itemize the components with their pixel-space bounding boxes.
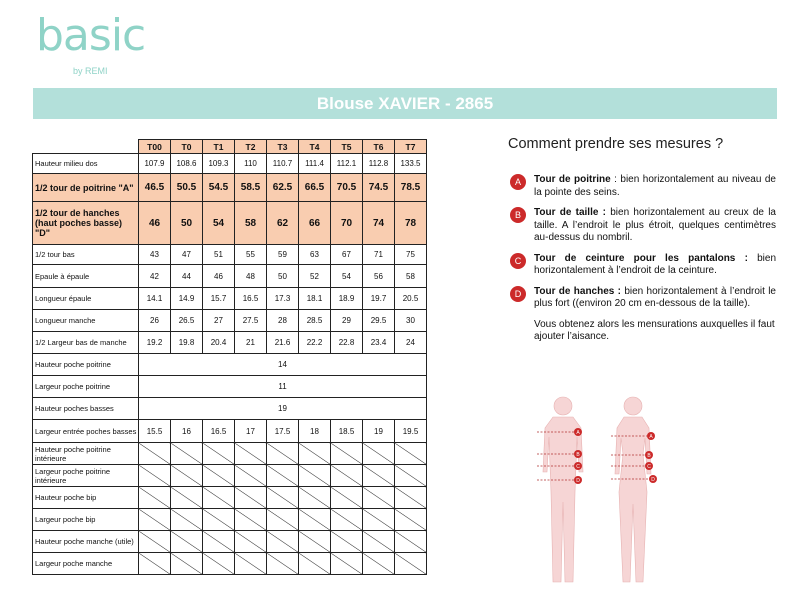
size-header-t7: T7 (395, 140, 427, 154)
table-cell: 18.9 (331, 288, 363, 310)
table-cell-empty (235, 553, 267, 575)
table-cell-empty (299, 509, 331, 531)
table-cell: 112.1 (331, 154, 363, 174)
row-label: Hauteur poche poitrine intérieure (33, 443, 139, 465)
table-cell: 62.5 (267, 174, 299, 202)
table-cell: 42 (139, 265, 171, 288)
row-label: Hauteur poche bip (33, 487, 139, 509)
letter-badge: C (510, 253, 526, 269)
table-cell-empty (267, 509, 299, 531)
table-cell: 15.5 (139, 420, 171, 443)
table-cell-empty (235, 487, 267, 509)
table-cell-empty (363, 553, 395, 575)
table-cell: 110 (235, 154, 267, 174)
table-cell: 19.5 (395, 420, 427, 443)
table-cell: 58 (235, 202, 267, 245)
table-cell-empty (139, 443, 171, 465)
letter-badge: B (510, 207, 526, 223)
table-cell: 50 (171, 202, 203, 245)
table-row (33, 487, 427, 509)
table-cell: 46 (139, 202, 171, 245)
measure-item (508, 174, 776, 199)
table-cell: 29.5 (363, 310, 395, 332)
table-cell: 58 (395, 265, 427, 288)
table-cell-empty (139, 487, 171, 509)
measure-term: Tour de taille : (534, 207, 606, 218)
table-cell: 108.6 (171, 154, 203, 174)
table-cell: 78.5 (395, 174, 427, 202)
table-cell-empty (171, 443, 203, 465)
svg-text:D: D (576, 478, 580, 484)
table-row (33, 174, 427, 202)
table-cell: 44 (171, 265, 203, 288)
man-body (543, 417, 583, 582)
brand-name: basic (36, 10, 146, 61)
row-label: Largeur entrée poches basses (33, 420, 139, 443)
brand-sub: by REMI (73, 66, 108, 76)
table-cell-empty (331, 443, 363, 465)
table-cell-merged: 14 (139, 354, 427, 376)
header-corner (33, 140, 139, 154)
figure-badge-a (647, 432, 655, 440)
table-cell-empty (203, 443, 235, 465)
svg-text:A: A (649, 434, 653, 440)
table-cell: 18.1 (299, 288, 331, 310)
measure-item (508, 207, 776, 245)
table-cell-empty (235, 531, 267, 553)
table-cell-empty (235, 509, 267, 531)
size-header-t5: T5 (331, 140, 363, 154)
measure-guide-note: Vous obtenez alors les mensurations auxquelles il faut ajouter l’aisance. (534, 318, 775, 342)
page-title: Blouse XAVIER - 2865 (316, 93, 494, 113)
table-cell: 18.5 (331, 420, 363, 443)
figure-badge-d (649, 475, 657, 483)
table-cell-empty (363, 443, 395, 465)
table-cell-empty (363, 531, 395, 553)
table-cell: 18 (299, 420, 331, 443)
table-cell: 58.5 (235, 174, 267, 202)
size-chart-table (32, 139, 427, 575)
table-cell-merged: 11 (139, 376, 427, 398)
row-label: Largeur poche bip (33, 509, 139, 531)
table-cell: 16.5 (235, 288, 267, 310)
table-cell: 63 (299, 245, 331, 265)
table-cell: 54 (331, 265, 363, 288)
table-row (33, 443, 427, 465)
table-cell-empty (363, 487, 395, 509)
table-cell-empty (331, 531, 363, 553)
row-label: Largeur poche poitrine intérieure (33, 465, 139, 487)
table-cell: 75 (395, 245, 427, 265)
table-cell-empty (395, 531, 427, 553)
letter-badge: A (510, 174, 526, 190)
table-cell-empty (139, 531, 171, 553)
table-cell-empty (331, 553, 363, 575)
letter-badge: D (510, 286, 526, 302)
table-cell: 20.5 (395, 288, 427, 310)
measure-term: Tour de poitrine (534, 174, 611, 185)
table-cell-empty (139, 553, 171, 575)
measure-text: : bien horizontalement au niveau de la pointe des seins. (534, 174, 776, 198)
table-cell-empty (171, 509, 203, 531)
table-cell: 56 (363, 265, 395, 288)
table-cell: 16 (171, 420, 203, 443)
svg-text:D: D (651, 477, 655, 483)
table-cell-empty (235, 443, 267, 465)
table-cell: 16.5 (203, 420, 235, 443)
measure-item (508, 286, 776, 311)
table-cell-empty (331, 465, 363, 487)
row-label: Hauteur milieu dos (33, 154, 139, 174)
table-cell: 107.9 (139, 154, 171, 174)
table-cell: 74 (363, 202, 395, 245)
table-cell: 54.5 (203, 174, 235, 202)
row-label: Hauteur poche poitrine (33, 354, 139, 376)
table-cell-empty (395, 509, 427, 531)
table-cell-empty (363, 465, 395, 487)
table-cell-merged: 19 (139, 398, 427, 420)
table-row (33, 202, 427, 245)
table-cell-empty (235, 465, 267, 487)
size-header-t1: T1 (203, 140, 235, 154)
table-cell: 71 (363, 245, 395, 265)
table-cell: 21 (235, 332, 267, 354)
table-cell-empty (267, 531, 299, 553)
table-cell-empty (395, 487, 427, 509)
table-cell: 52 (299, 265, 331, 288)
svg-text:B: B (576, 452, 580, 458)
table-cell: 17.5 (267, 420, 299, 443)
table-cell-empty (299, 531, 331, 553)
table-cell: 59 (267, 245, 299, 265)
table-cell: 24 (395, 332, 427, 354)
table-cell: 66 (299, 202, 331, 245)
table-cell-empty (171, 487, 203, 509)
table-cell: 19.2 (139, 332, 171, 354)
table-cell: 70.5 (331, 174, 363, 202)
svg-text:B: B (647, 453, 651, 459)
row-label: Longueur épaule (33, 288, 139, 310)
table-cell-empty (395, 553, 427, 575)
figure-badge-a (574, 428, 582, 436)
figure-badge-b (574, 450, 582, 458)
table-cell-empty (139, 465, 171, 487)
table-cell: 20.4 (203, 332, 235, 354)
table-cell: 26.5 (171, 310, 203, 332)
body-figures-illustration (525, 392, 685, 592)
woman-head (624, 397, 642, 415)
woman-body (615, 417, 651, 582)
row-label: Epaule à épaule (33, 265, 139, 288)
figure-badge-c (574, 462, 582, 470)
table-cell-empty (203, 531, 235, 553)
measure-term: Tour de hanches : (534, 285, 621, 297)
table-row (33, 531, 427, 553)
row-label: 1/2 tour de poitrine "A" (33, 174, 139, 202)
table-cell: 15.7 (203, 288, 235, 310)
table-cell: 51 (203, 245, 235, 265)
table-row (33, 376, 427, 398)
table-cell-empty (331, 509, 363, 531)
figure-badge-b (645, 451, 653, 459)
svg-text:C: C (576, 464, 580, 470)
table-row (33, 553, 427, 575)
table-cell-empty (395, 465, 427, 487)
table-cell-empty (203, 487, 235, 509)
table-cell: 14.1 (139, 288, 171, 310)
table-row (33, 332, 427, 354)
table-cell-empty (331, 487, 363, 509)
man-head (554, 397, 572, 415)
table-row (33, 465, 427, 487)
table-row (33, 420, 427, 443)
table-cell: 27 (203, 310, 235, 332)
table-cell: 28 (267, 310, 299, 332)
table-cell: 74.5 (363, 174, 395, 202)
measure-term: Tour de ceinture pour les pantalons : (534, 252, 748, 264)
table-cell-empty (299, 443, 331, 465)
table-cell: 27.5 (235, 310, 267, 332)
measure-item (508, 253, 776, 278)
measure-guide-title: Comment prendre ses mesures ? (508, 136, 724, 152)
table-cell: 29 (331, 310, 363, 332)
table-cell: 70 (331, 202, 363, 245)
table-cell-empty (299, 553, 331, 575)
table-cell-empty (171, 531, 203, 553)
table-cell-empty (267, 487, 299, 509)
table-cell: 67 (331, 245, 363, 265)
row-label: Hauteur poches basses (33, 398, 139, 420)
table-cell: 14.9 (171, 288, 203, 310)
measure-guide (508, 136, 776, 344)
row-label: Hauteur poche manche (utile) (33, 531, 139, 553)
table-cell-empty (267, 465, 299, 487)
table-cell: 110.7 (267, 154, 299, 174)
size-header-t0: T0 (171, 140, 203, 154)
table-cell-empty (267, 443, 299, 465)
table-cell: 28.5 (299, 310, 331, 332)
size-header-t4: T4 (299, 140, 331, 154)
table-cell-empty (395, 443, 427, 465)
table-cell: 62 (267, 202, 299, 245)
table-cell: 48 (235, 265, 267, 288)
table-cell: 50 (267, 265, 299, 288)
table-cell: 21.6 (267, 332, 299, 354)
table-cell: 17 (235, 420, 267, 443)
table-cell: 47 (171, 245, 203, 265)
table-cell-empty (171, 553, 203, 575)
row-label: 1/2 tour de hanches (haut poches basse) "D" (33, 202, 139, 245)
size-header-t2: T2 (235, 140, 267, 154)
table-cell: 111.4 (299, 154, 331, 174)
svg-text:A: A (576, 430, 580, 436)
table-cell: 23.4 (363, 332, 395, 354)
table-cell-empty (171, 465, 203, 487)
svg-text:C: C (647, 464, 651, 470)
row-label: Longueur manche (33, 310, 139, 332)
table-cell: 46 (203, 265, 235, 288)
row-label: Largeur poche manche (33, 553, 139, 575)
table-cell: 22.8 (331, 332, 363, 354)
measure-text: bien horizontalement au creux de la taille. A l’endroit le plus étroit, quelques centimètres au-dessus du nombril. (534, 207, 776, 243)
row-label: 1/2 tour bas (33, 245, 139, 265)
table-row (33, 354, 427, 376)
table-cell-empty (203, 465, 235, 487)
table-cell: 109.3 (203, 154, 235, 174)
row-label: Largeur poche poitrine (33, 376, 139, 398)
size-header-t00: T00 (139, 140, 171, 154)
table-cell: 19 (363, 420, 395, 443)
title-banner (33, 88, 777, 119)
table-cell-empty (267, 553, 299, 575)
table-cell: 26 (139, 310, 171, 332)
table-cell: 19.8 (171, 332, 203, 354)
measure-text: bien horizontalement à l’endroit le plus fort ((environ 20 cm en-dessous de la taille). (534, 285, 776, 309)
table-cell: 133.5 (395, 154, 427, 174)
table-cell: 78 (395, 202, 427, 245)
table-cell-empty (299, 465, 331, 487)
table-cell: 46.5 (139, 174, 171, 202)
measure-text: bien horizontalement à l’endroit de la ceinture. (534, 252, 777, 276)
table-cell-empty (363, 509, 395, 531)
table-cell-empty (299, 487, 331, 509)
table-cell: 17.3 (267, 288, 299, 310)
table-cell: 112.8 (363, 154, 395, 174)
table-cell: 22.2 (299, 332, 331, 354)
table-cell: 66.5 (299, 174, 331, 202)
table-cell: 19.7 (363, 288, 395, 310)
table-row (33, 288, 427, 310)
table-cell-empty (203, 509, 235, 531)
row-label: 1/2 Largeur bas de manche (33, 332, 139, 354)
table-cell: 50.5 (171, 174, 203, 202)
table-row (33, 398, 427, 420)
brand-logo (36, 8, 156, 78)
table-cell: 30 (395, 310, 427, 332)
table-row (33, 310, 427, 332)
size-header-t6: T6 (363, 140, 395, 154)
table-cell-empty (139, 509, 171, 531)
size-header-row (33, 140, 427, 154)
table-row (33, 154, 427, 174)
table-row (33, 265, 427, 288)
table-row (33, 509, 427, 531)
table-cell: 43 (139, 245, 171, 265)
table-row (33, 245, 427, 265)
table-cell: 55 (235, 245, 267, 265)
figure-badge-c (645, 462, 653, 470)
table-cell-empty (203, 553, 235, 575)
table-cell: 54 (203, 202, 235, 245)
size-header-t3: T3 (267, 140, 299, 154)
figure-badge-d (574, 476, 582, 484)
